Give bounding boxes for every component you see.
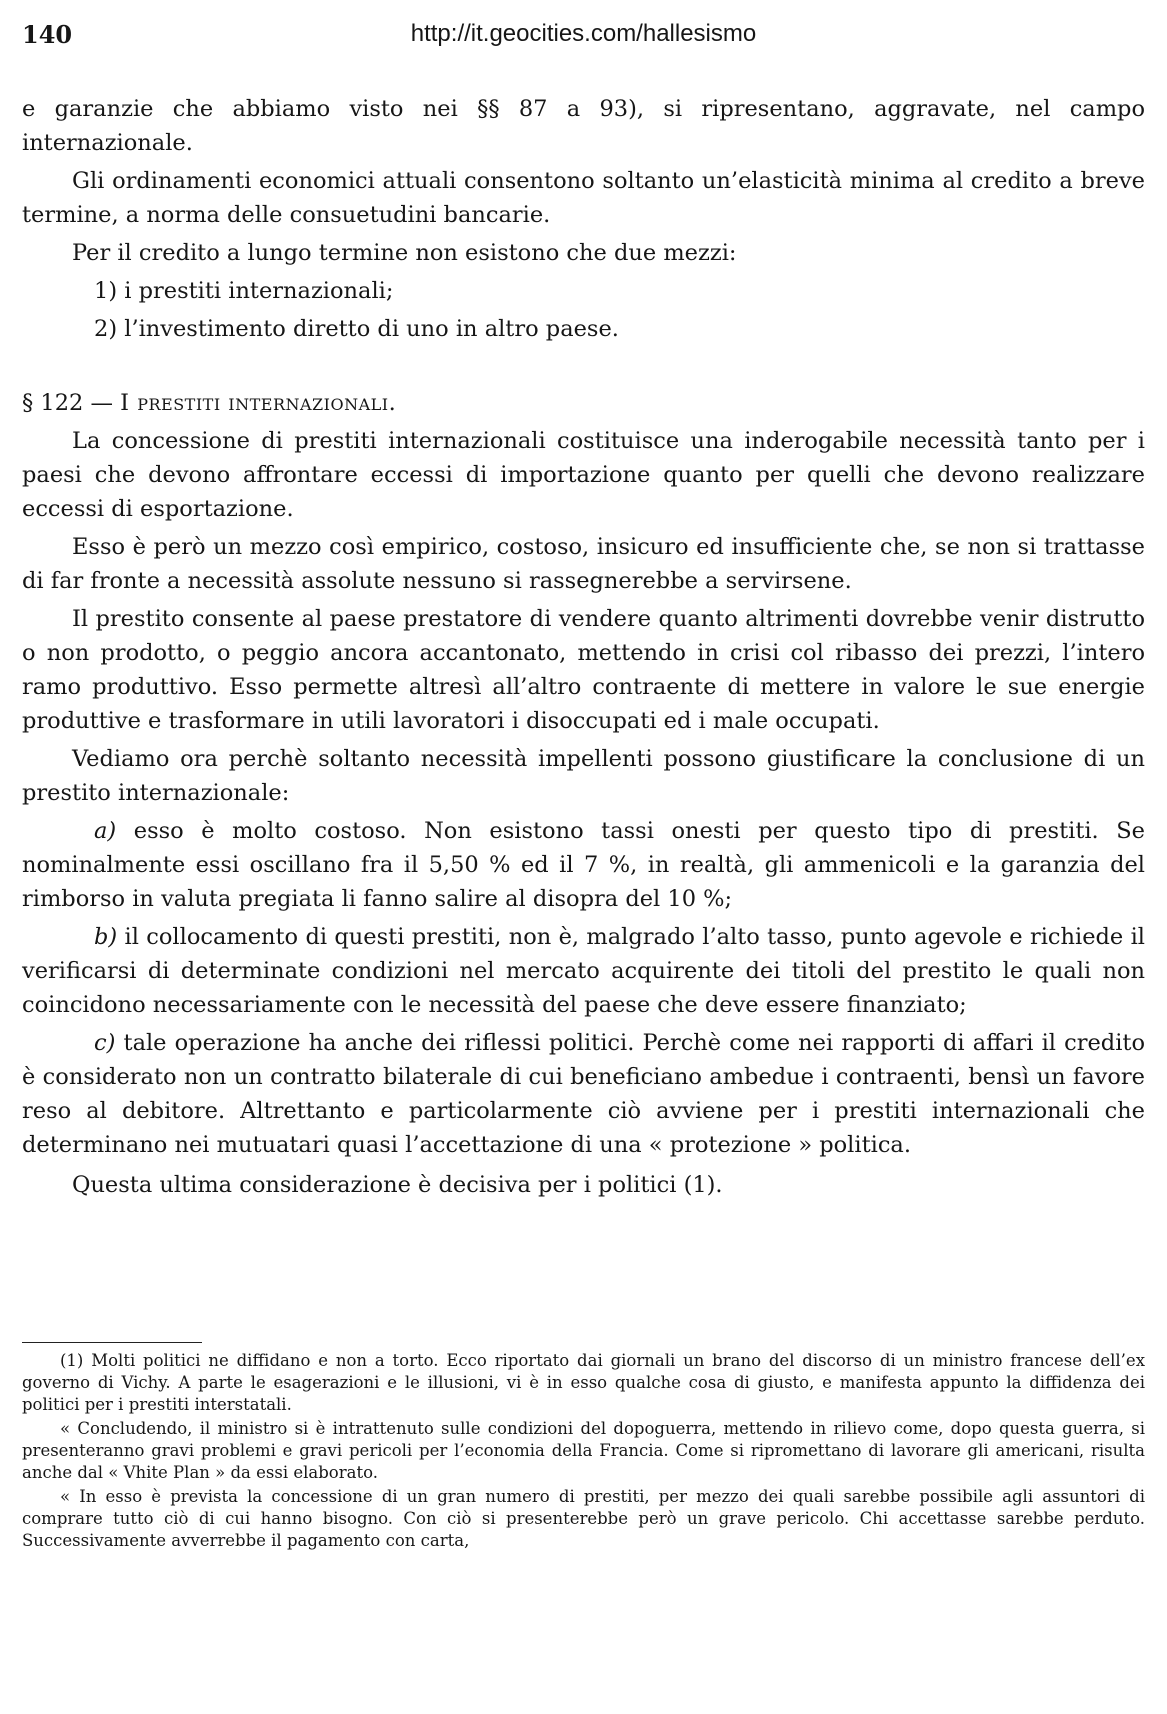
main-text bbox=[22, 92, 1145, 1202]
enumerated-paragraph-a bbox=[22, 814, 1145, 916]
footnote: (1) Molti politici ne diffidano e non a torto. Ecco riportato dai giornali un brano del discorso di un ministro francese dell’ex governo di Vichy. A parte le esagerazioni e le illusioni, vi è in esso qualche cosa di giusto, e manifesta appunto la diffidenza dei politici per i prestiti interstatali. bbox=[22, 1351, 1145, 1414]
source-url: http://it.geocities.com/hallesismo bbox=[410, 20, 757, 47]
paragraph: Questa ultima considerazione è decisiva per i politici (1). bbox=[72, 1172, 723, 1198]
footnote-quote: « In esso è prevista la concessione di un gran numero di prestiti, per mezzo dei quali sarebbe possibile agli assuntori di comprare tutto ciò di cui hanno bisogno. Con ciò si presenterebbe però un grave pericolo. Chi accettasse sarebbe perduto. Successivamente avverrebbe il pagamento con carta, bbox=[22, 1487, 1145, 1550]
list-item: 2) l’investimento diretto di uno in altro paese. bbox=[94, 316, 619, 342]
item-text: tale operazione ha anche dei riflessi politici. Perchè come nei rapporti di affari il credito è considerato non un contratto bilaterale di cui beneficiano ambedue i contraenti, bensì un favore reso al debitore. Altrettanto e particolarmente ciò avviene per i prestiti internazionali che determinano nei mutuatari quasi l’accettazione di una « protezione » politica. bbox=[22, 1030, 1145, 1158]
enumerated-paragraph-b bbox=[22, 920, 1145, 1022]
item-text: il collocamento di questi prestiti, non è, malgrado l’alto tasso, punto agevole e richiede il verificarsi di determinate condizioni nel mercato acquirente dei titoli del prestito le quali non coincidono necessariamente con le necessità del paese che deve essere finanziato; bbox=[22, 924, 1145, 1018]
paragraph: Per il credito a lungo termine non esistono che due mezzi: bbox=[72, 240, 737, 266]
paragraph: La concessione di prestiti internazionali costituisce una inderogabile necessità tanto per i paesi che devono affrontare eccessi di importazione quanto per quelli che devono realizzare eccessi di esportazione. bbox=[22, 428, 1145, 522]
paragraph: Il prestito consente al paese prestatore di vendere quanto altrimenti dovrebbe venir distrutto o non prodotto, o peggio ancora accantonato, mettendo in crisi col ribasso dei prezzi, l’intero ramo produttivo. Esso permette altresì all’altro contraente di mettere in valore le sue energie produttive e trasformare in utili lavoratori i disoccupati ed i male occupati. bbox=[22, 606, 1145, 734]
item-text: esso è molto costoso. Non esistono tassi onesti per questo tipo di prestiti. Se nominalmente essi oscillano fra il 5,50 % ed il 7 %, in realtà, gli ammenicoli e la garanzia del rimborso in valuta pregiata li fanno salire al disopra del 10 %; bbox=[22, 818, 1145, 912]
section-title: I prestiti internazionali. bbox=[120, 390, 397, 416]
footnotes bbox=[22, 1350, 1145, 1552]
enumerated-paragraph-c bbox=[22, 1026, 1145, 1162]
item-label: a) bbox=[94, 818, 117, 844]
footnote-quote: « Concludendo, il ministro si è intrattenuto sulle condizioni del dopoguerra, mettendo in rilievo come, dopo questa guerra, si presenteranno gravi problemi e gravi pericoli per l’economia della Francia. Come si ripromettano di lavorare gli americani, risulta anche dal « Vhite Plan » da essi elaborato. bbox=[22, 1419, 1145, 1482]
item-label: b) bbox=[94, 924, 118, 950]
paragraph: Vediamo ora perchè soltanto necessità impellenti possono giustificare la conclusione di un prestito internazionale: bbox=[22, 746, 1145, 806]
footnote-divider bbox=[22, 1342, 202, 1343]
section-number: § 122 — bbox=[22, 390, 113, 416]
section-heading bbox=[22, 386, 1145, 420]
paragraph-continuation: e garanzie che abbiamo visto nei §§ 87 a 93), si ripresentano, aggravate, nel campo internazionale. bbox=[22, 96, 1145, 156]
paragraph: Gli ordinamenti economici attuali consentono soltanto un’elasticità minima al credito a breve termine, a norma delle consuetudini bancarie. bbox=[22, 168, 1145, 228]
page-header bbox=[22, 20, 1145, 56]
page-number: 140 bbox=[22, 20, 73, 49]
item-label: c) bbox=[94, 1030, 116, 1056]
paragraph: Esso è però un mezzo così empirico, costoso, insicuro ed insufficiente che, se non si trattasse di far fronte a necessità assolute nessuno si rassegnerebbe a servirsene. bbox=[22, 534, 1145, 594]
list-item: 1) i prestiti internazionali; bbox=[94, 278, 394, 304]
